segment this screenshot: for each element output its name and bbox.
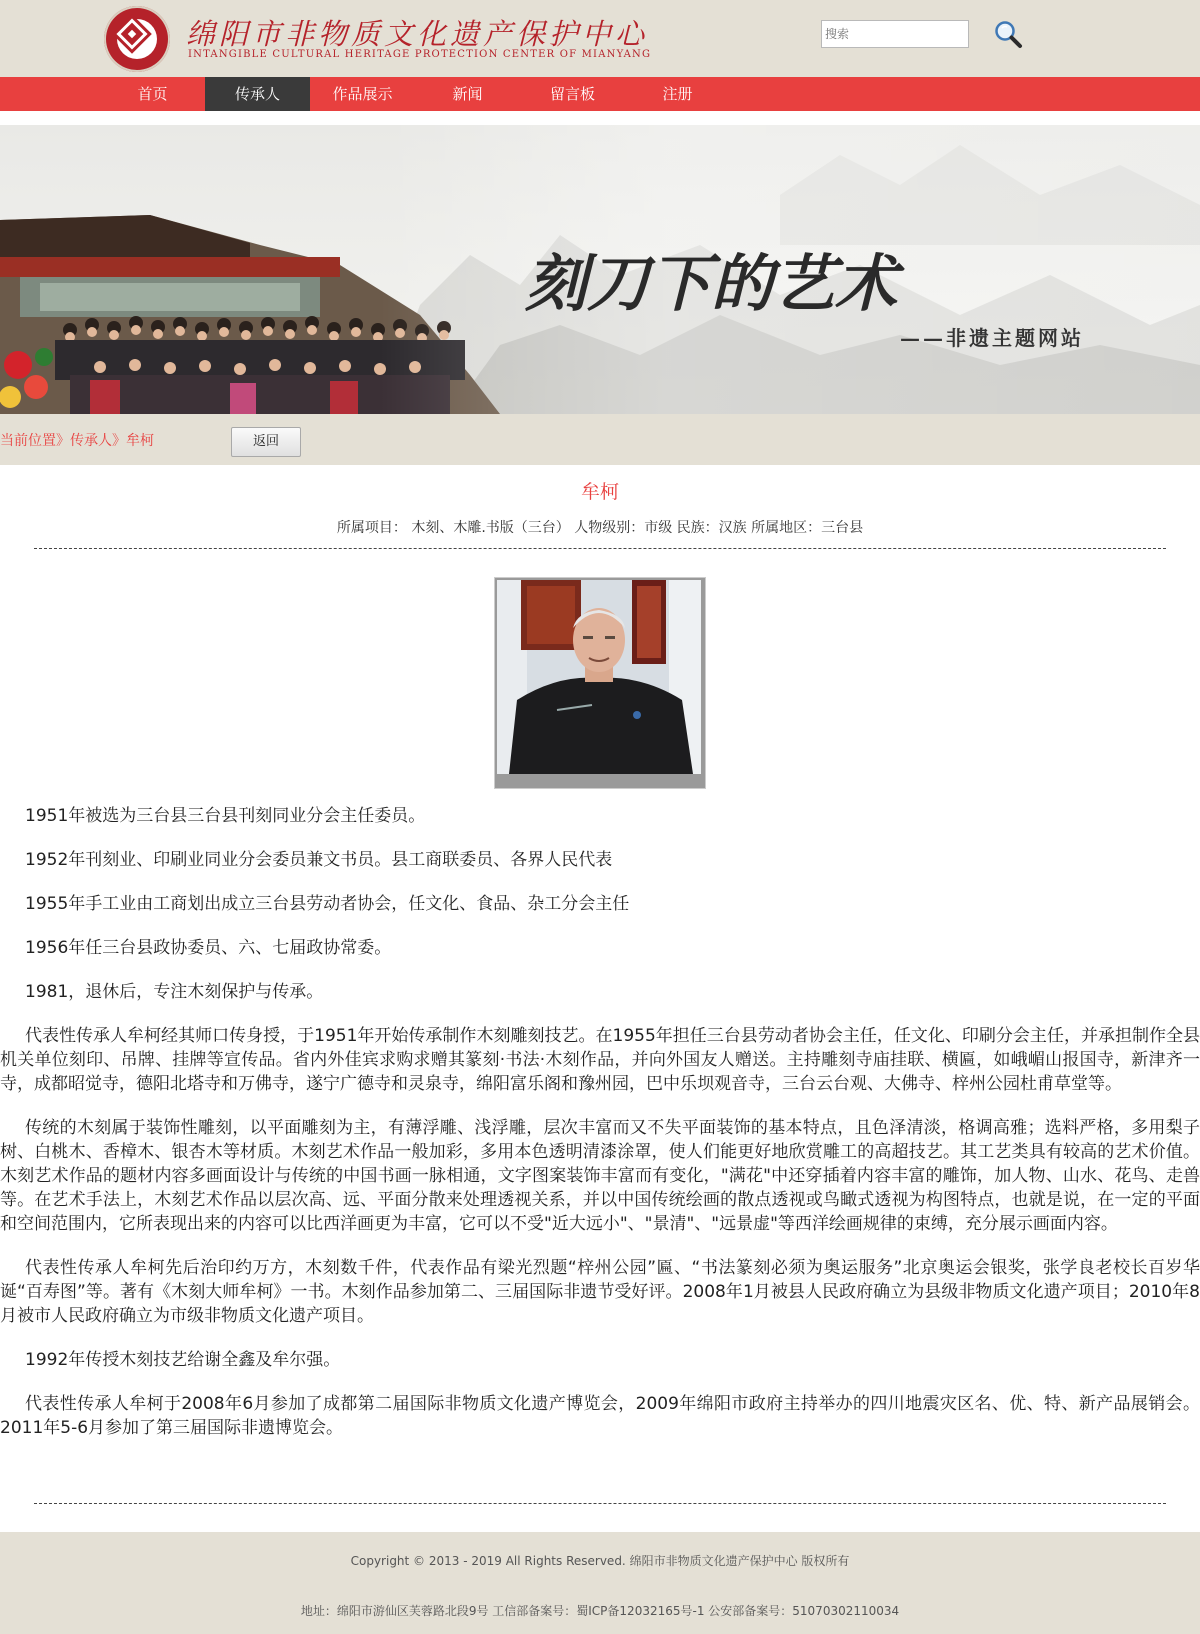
portrait-photo: [497, 580, 701, 774]
portrait-frame: [495, 578, 705, 788]
person-name: 牟柯: [580, 481, 619, 503]
search-button[interactable]: [993, 19, 1023, 49]
nav-item-register[interactable]: 注册: [662, 85, 693, 103]
site-subtitle: INTANGIBLE CULTURAL HERITAGE PROTECTION CENTER OF MIANYANG: [188, 49, 652, 60]
bio-paragraph: 代表性传承人牟柯经其师口传身授，于1951年开始传承制作木刻雕刻技艺。在1955年担任三台县劳动者协会主任，任文化、印刷分会主任，并承担制作全县机关单位刻印、吊牌、挂牌等宣传品。省内外佳宾求购求赠其篆刻·书法·木刻作品，并向外国友人赠送。主持雕刻寺庙挂联、横匾，如峨嵋山报国寺，新津齐一寺，成都昭觉寺，德阳北塔寺和万佛寺，遂宁广德寺和灵泉寺，绵阳富乐阁和豫州园，巴中乐坝观音寺，三台云台观、大佛寺、梓州公园杜甫草堂等。: [0, 1026, 1200, 1094]
site-title: 绵阳市非物质文化遗产保护中心: [186, 17, 649, 51]
hero-banner: [0, 125, 1200, 414]
breadcrumb[interactable]: 当前位置》传承人》牟柯: [0, 433, 154, 449]
bio-paragraph: 1992年传授木刻技艺给谢全鑫及牟尔强。: [25, 1350, 341, 1370]
bio-paragraph: 1981，退休后，专注木刻保护与传承。: [25, 982, 324, 1002]
person-meta: 所属项目： 木刻、木雕.书版（三台） 人物级别：市级 民族：汉族 所属地区：三台县: [336, 520, 864, 536]
banner-image: [0, 125, 1200, 414]
site-footer: [0, 1532, 1200, 1634]
address-text: 地址：绵阳市游仙区芙蓉路北段9号 工信部备案号：蜀ICP备12032165号-1 公安部备案号：51070302110034: [300, 1604, 900, 1618]
breadcrumb-bar: [0, 414, 1200, 465]
bio-paragraph: 传统的木刻属于装饰性雕刻，以平面雕刻为主，有薄浮雕、浅浮雕，层次丰富而又不失平面装饰的基本特点，且色泽清淡，格调高雅；选料严格，多用梨子树、白桃木、香樟木、银杏木等材质。木刻艺术作品一般加彩，多用本色透明清漆涂罩，使人们能更好地欣赏雕工的高超技艺。其工艺类具有较高的艺术价值。木刻艺术作品的题材内容多画面设计与传统的中国书画一脉相通，文字图案装饰丰富而有变化，"满花"中还穿插着内容丰富的雕饰，加人物、山水、花鸟、走兽等。在艺术手法上，木刻艺术作品以层次高、远、平面分散来处理透视关系，并以中国传统绘画的散点透视或鸟瞰式透视为构图特点，也就是说，在一定的平面和空间范围内，它所表现出来的内容可以比西洋画更为丰富，它可以不受"近大远小"、"景清"、"远景虚"等西洋绘画规律的束缚，充分展示画面内容。: [0, 1118, 1200, 1234]
nav-item-news[interactable]: 新闻: [452, 85, 483, 103]
banner-headline: 刻刀下的艺术: [525, 247, 898, 320]
biography: [0, 804, 1200, 1460]
bio-paragraph: 1956年任三台县政协委员、六、七届政协常委。: [25, 938, 392, 958]
search-input[interactable]: [821, 20, 969, 48]
back-button[interactable]: 返回: [231, 427, 301, 457]
bio-paragraph: 1955年手工业由工商划出成立三台县劳动者协会，任文化、食品、杂工分会主任: [25, 894, 630, 914]
banner-tagline: ——非遗主题网站: [900, 326, 1084, 350]
copyright-text: Copyright © 2013 - 2019 All Rights Reserved. 绵阳市非物质文化遗产保护中心 版权所有: [350, 1554, 850, 1568]
divider-bottom: [34, 1503, 1166, 1504]
nav-item-works[interactable]: 作品展示: [332, 85, 393, 103]
nav-item-guestbook[interactable]: 留言板: [549, 85, 595, 103]
bio-paragraph: 代表性传承人牟柯先后治印约万方，木刻数千件，代表作品有梁光烈题“梓州公园”匾、“书法篆刻必须为奥运服务”北京奥运会银奖，张学良老校长百岁华诞“百寿图”等。著有《木刻大师牟柯》一书。木刻作品参加第二、三届国际非遗节受好评。2008年1月被县人民政府确立为县级非物质文化遗产项目；2010年8月被市人民政府确立为市级非物质文化遗产项目。: [0, 1258, 1200, 1326]
divider-top: [34, 548, 1166, 549]
main-nav: [0, 77, 1200, 111]
search-icon: [993, 19, 1023, 49]
nav-item-inheritors[interactable]: 传承人: [205, 77, 310, 111]
site-header: [0, 0, 1200, 77]
bio-paragraph: 代表性传承人牟柯于2008年6月参加了成都第二届国际非物质文化遗产博览会，2009年绵阳市政府主持举办的四川地震灾区名、优、特、新产品展销会。2011年5-6月参加了第三届国际非遗博览会。: [0, 1394, 1200, 1438]
bio-paragraph: 1951年被选为三台县三台县刊刻同业分会主任委员。: [25, 806, 426, 826]
bio-paragraph: 1952年刊刻业、印刷业同业分会委员兼文书员。县工商联委员、各界人民代表: [25, 850, 613, 870]
logo-seal-icon[interactable]: [104, 6, 170, 72]
nav-item-home[interactable]: 首页: [137, 85, 168, 103]
